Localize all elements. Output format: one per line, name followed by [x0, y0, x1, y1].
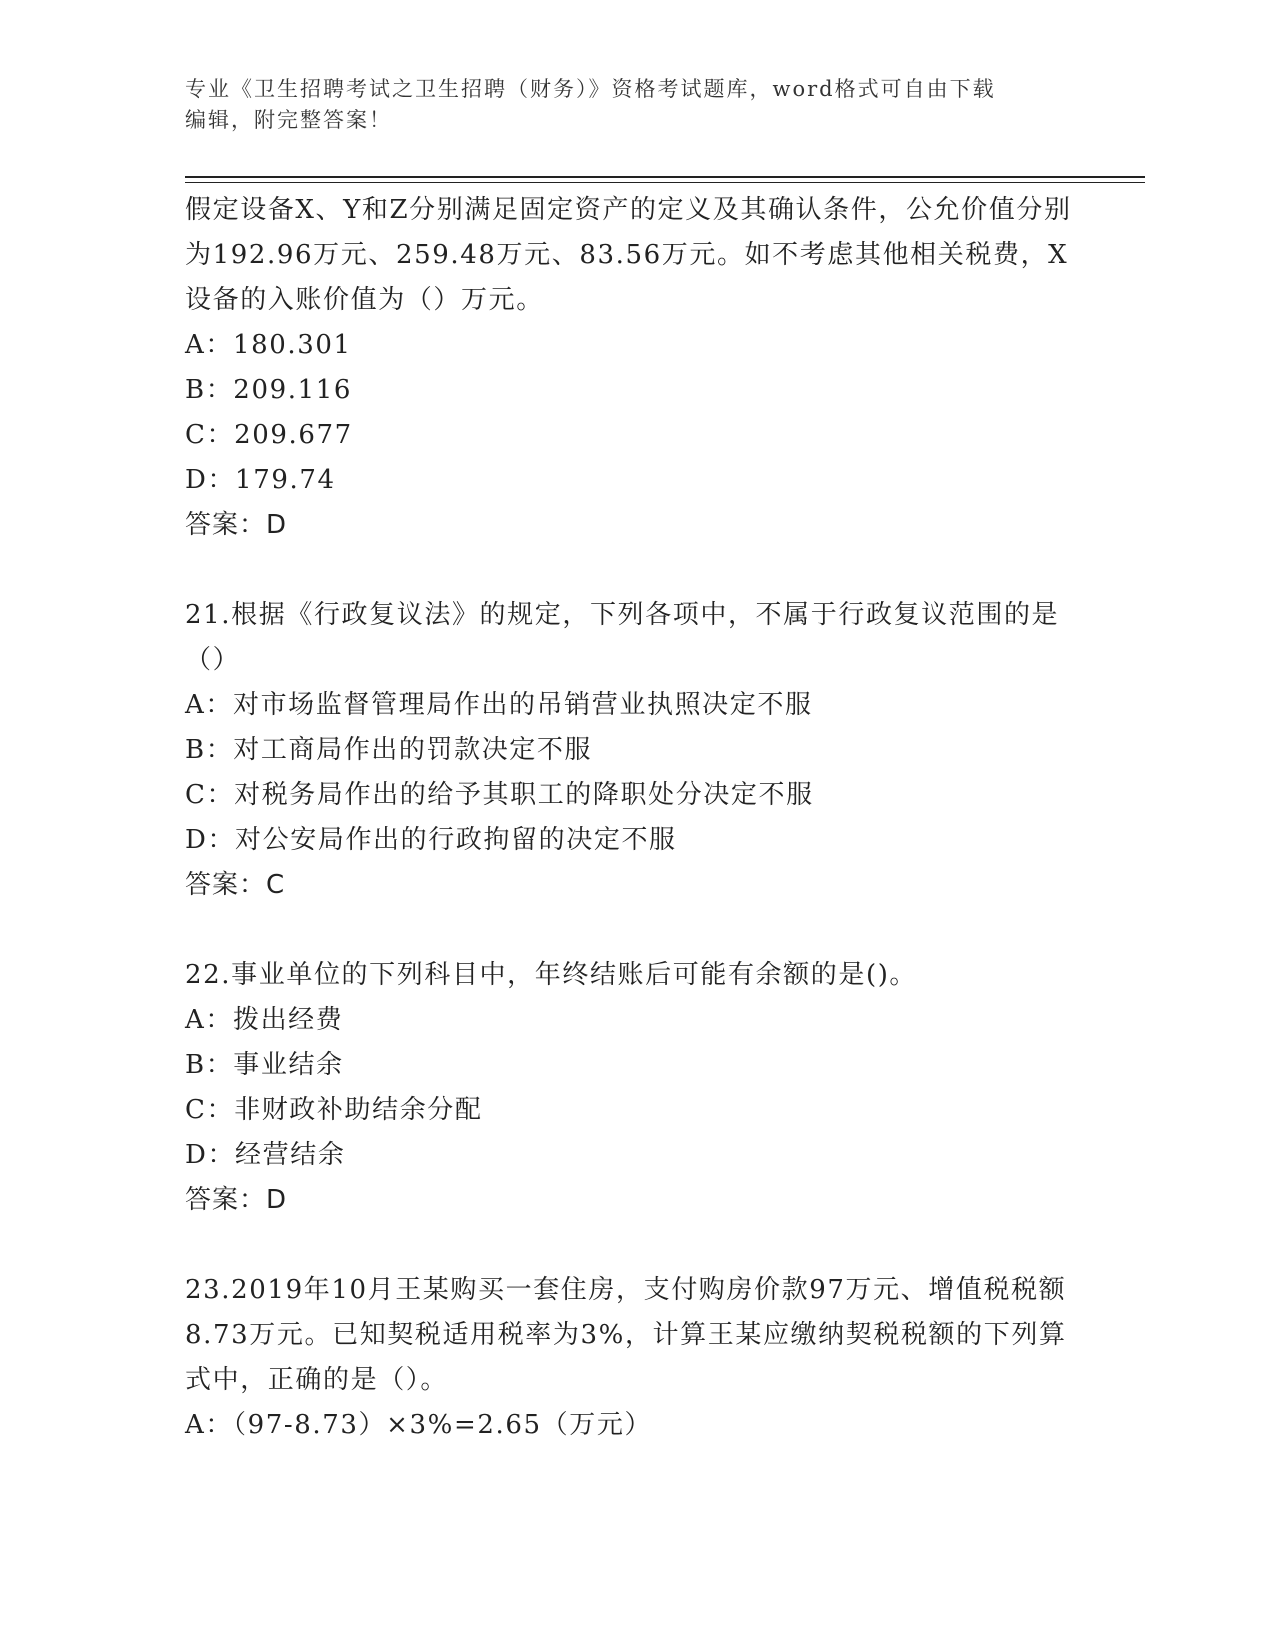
option-d: D：对公安局作出的行政拘留的决定不服: [185, 825, 677, 855]
question-item: [185, 1268, 1090, 1448]
question-item: [185, 188, 1090, 548]
option-b: B：209.116: [185, 375, 353, 405]
question-text: 23.2019年10月王某购买一套住房，支付购房价款97万元、增值税税额8.73万元。已知契税适用税率为3%，计算王某应缴纳契税税额的下列算式中，正确的是（）。: [185, 1275, 1067, 1395]
answer-line: 答案：D: [185, 1185, 288, 1215]
question-text: 21.根据《行政复议法》的规定，下列各项中，不属于行政复议范围的是（）: [185, 600, 1060, 675]
question-item: [185, 953, 1090, 1223]
answer-line: 答案：C: [185, 870, 286, 900]
option-c: C：非财政补助结余分配: [185, 1095, 483, 1125]
header-divider-thin: [185, 182, 1145, 183]
option-a: A：（97-8.73）×3%=2.65（万元）: [185, 1410, 653, 1440]
option-a: A：180.301: [185, 330, 352, 360]
header-line-2: 编辑，附完整答案！: [185, 108, 392, 132]
option-c: C：209.677: [185, 420, 353, 450]
question-item: [185, 593, 1090, 908]
question-list: [185, 188, 1090, 1448]
header-divider-thick: [185, 176, 1145, 178]
option-c: C：对税务局作出的给予其职工的降职处分决定不服: [185, 780, 814, 810]
question-text: 假定设备X、Y和Z分别满足固定资产的定义及其确认条件，公允价值分别为192.96万元、259.48万元、83.56万元。如不考虑其他相关税费，X设备的入账价值为（）万元。: [185, 195, 1072, 315]
option-d: D：经营结余: [185, 1140, 346, 1170]
option-d: D：179.74: [185, 465, 336, 495]
option-a: A：对市场监督管理局作出的吊销营业执照决定不服: [185, 690, 813, 720]
header-line-1: 专业《卫生招聘考试之卫生招聘（财务）》资格考试题库，word格式可自由下载: [185, 77, 996, 101]
answer-line: 答案：D: [185, 510, 288, 540]
option-b: B：对工商局作出的罚款决定不服: [185, 735, 593, 765]
question-text: 22.事业单位的下列科目中，年终结账后可能有余额的是()。: [185, 960, 918, 990]
option-b: B：事业结余: [185, 1050, 344, 1080]
option-a: A：拨出经费: [185, 1005, 344, 1035]
document-header: [185, 74, 1085, 136]
